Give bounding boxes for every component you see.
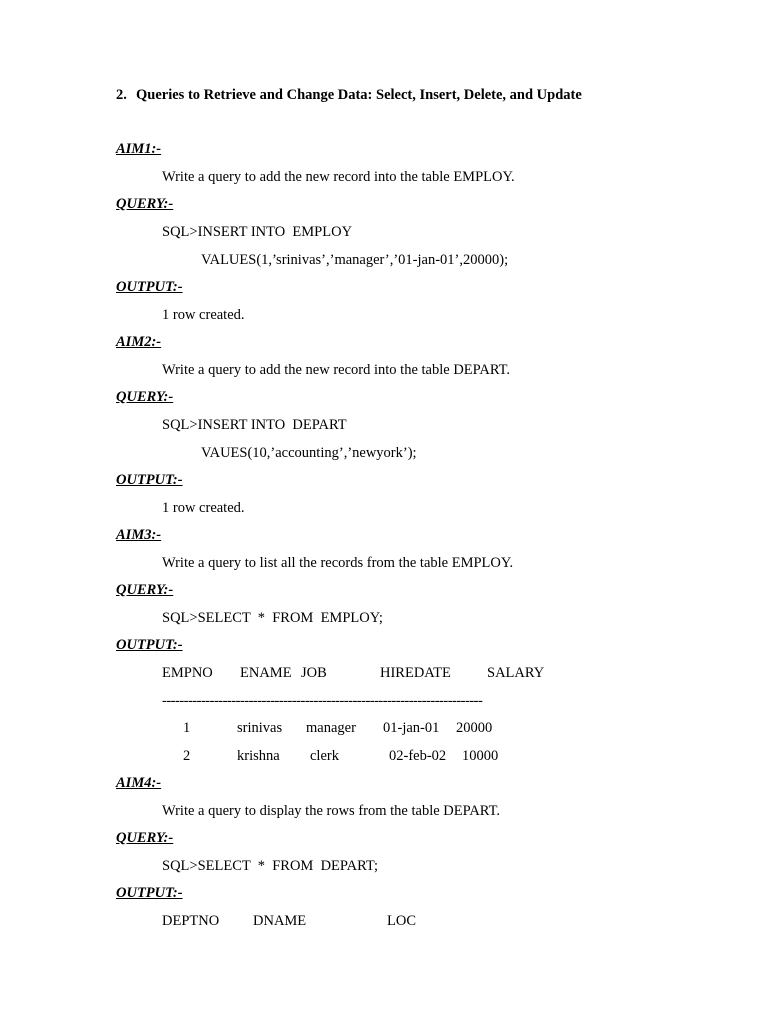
section-title: Queries to Retrieve and Change Data: Select, Insert, Delete, and Update — [136, 87, 582, 103]
table-cell: 1 — [183, 720, 191, 736]
query4-label: QUERY:- — [116, 830, 174, 846]
query1-line2: VALUES(1,’srinivas’,’manager’,’01-jan-01’,20000); — [201, 252, 509, 268]
query2-label: QUERY:- — [116, 389, 174, 405]
aim4-label: AIM4:- — [116, 775, 162, 791]
aim4-text: Write a query to display the rows from the table DEPART. — [162, 803, 501, 819]
section-number: 2. — [116, 87, 127, 103]
aim3-label: AIM3:- — [116, 527, 162, 543]
table-header: DEPTNO — [162, 913, 220, 929]
query2-line1: SQL>INSERT INTO DEPART — [162, 417, 347, 433]
table-cell: 20000 — [456, 720, 493, 736]
output1-text: 1 row created. — [162, 307, 245, 323]
query2-line2: VAUES(10,’accounting’,’newyork’); — [201, 445, 417, 461]
table-cell: clerk — [310, 748, 339, 764]
query1-line1: SQL>INSERT INTO EMPLOY — [162, 224, 353, 240]
table-header: HIREDATE — [380, 665, 451, 681]
table-header: DNAME — [253, 913, 307, 929]
query3-label: QUERY:- — [116, 582, 174, 598]
table-cell: krishna — [237, 748, 280, 764]
table-cell: 01-jan-01 — [383, 720, 440, 736]
table-header: SALARY — [487, 665, 545, 681]
table-header: LOC — [387, 913, 416, 929]
aim1-text: Write a query to add the new record into the table EMPLOY. — [162, 169, 515, 185]
table-cell: srinivas — [237, 720, 283, 736]
output3-label: OUTPUT:- — [116, 637, 183, 653]
query1-label: QUERY:- — [116, 196, 174, 212]
table-header: ENAME — [240, 665, 292, 681]
table-cell: 02-feb-02 — [389, 748, 447, 764]
aim2-label: AIM2:- — [116, 334, 162, 350]
aim3-text: Write a query to list all the records from the table EMPLOY. — [162, 555, 514, 571]
table-header: EMPNO — [162, 665, 213, 681]
output2-label: OUTPUT:- — [116, 472, 183, 488]
aim1-label: AIM1:- — [116, 141, 162, 157]
aim2-text: Write a query to add the new record into the table DEPART. — [162, 362, 511, 378]
output2-text: 1 row created. — [162, 500, 245, 516]
table-separator: -------------------------------------------------------------------------- — [162, 693, 483, 709]
table-cell: manager — [306, 720, 356, 736]
query4-line1: SQL>SELECT * FROM DEPART; — [162, 858, 378, 874]
output4-label: OUTPUT:- — [116, 885, 183, 901]
section-heading — [116, 86, 582, 104]
table-header: JOB — [301, 665, 327, 681]
query3-line1: SQL>SELECT * FROM EMPLOY; — [162, 610, 383, 626]
output1-label: OUTPUT:- — [116, 279, 183, 295]
table-cell: 10000 — [462, 748, 499, 764]
table-cell: 2 — [183, 748, 191, 764]
